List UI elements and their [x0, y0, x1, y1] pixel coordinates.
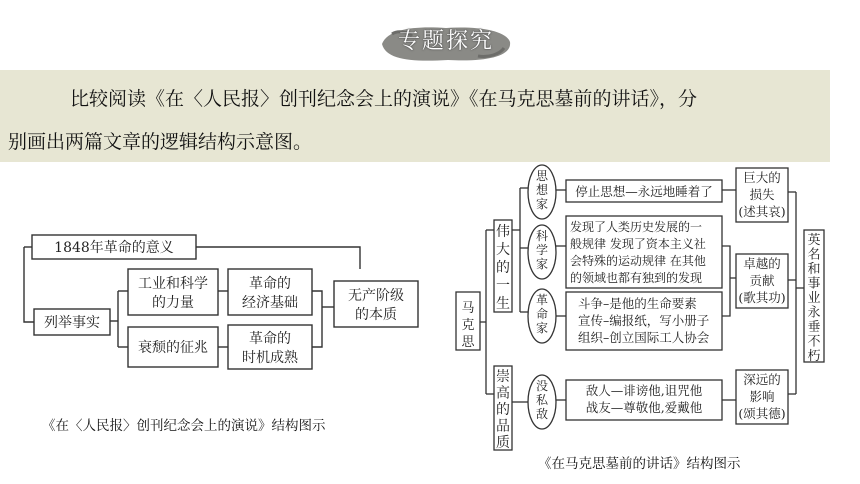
noble-quality-label-char: 质: [496, 435, 510, 451]
right-diagram-caption: 《在马克思墓前的讲话》结构图示: [538, 456, 741, 472]
label-list-facts: 列举事实: [44, 315, 100, 331]
eval-loss-line: (述其哀): [738, 204, 786, 219]
desc-selfless-line: 敌人—诽谤他,诅咒他: [585, 383, 703, 398]
scientist-label-char: 科: [535, 229, 549, 243]
noble-quality-label-char: 崇: [496, 369, 510, 385]
scientist-label-char: 学: [535, 243, 549, 257]
great-life-label-char: 伟: [496, 224, 510, 240]
eval-influence-line: 深远的: [743, 372, 781, 387]
label-economic-line1: 革命的: [249, 276, 291, 292]
revolutionary-label-char: 革: [535, 293, 549, 307]
desc-scientist-line: 的领域也都有独到的发现: [570, 271, 703, 285]
eval-loss-line: 巨大的: [743, 170, 781, 185]
conclusion-label-char: 垂: [807, 320, 821, 335]
label-industry-line2: 的力量: [152, 295, 194, 311]
label-1848-significance: 1848年革命的意义: [54, 240, 174, 256]
desc-revolutionary-line: 斗争–是他的生命要素: [578, 296, 697, 311]
eval-loss-line: 损失: [749, 187, 775, 202]
desc-scientist-line: 发现了人类历史发展的一: [570, 220, 703, 234]
desc-selfless-line: 战友—尊敬他,爱戴他: [585, 400, 703, 415]
conclusion-label-char: 不: [807, 334, 821, 350]
eval-contribution-line: 卓越的: [743, 256, 781, 271]
thinker-label-char: 思: [535, 169, 549, 183]
label-industry-line1: 工业和科学: [138, 276, 208, 292]
great-life-label-char: 的: [496, 260, 510, 276]
label-proletariat-line1: 无产阶级: [348, 288, 404, 304]
desc-scientist-line: 般规律 发现了资本主义社: [570, 237, 706, 251]
left-structure-diagram: [0, 225, 450, 375]
noble-quality-label-char: 的: [496, 402, 510, 418]
conclusion-label-char: 事: [807, 276, 821, 292]
conclusion-label-char: 英: [807, 233, 821, 248]
revolutionary-label-char: 命: [535, 307, 549, 321]
marx-label-char: 思: [461, 335, 475, 350]
thinker-label-char: 想: [535, 183, 549, 197]
marx-label-char: 克: [461, 318, 475, 333]
eval-contribution-line: (歌其功): [738, 290, 786, 305]
label-timing-line2: 时机成熟: [242, 350, 298, 366]
revolutionary-label-char: 家: [535, 321, 549, 335]
desc-thinker: 停止思想—永远地睡着了: [575, 184, 713, 199]
selfless-label-char: 敌: [535, 407, 549, 421]
conclusion-label-char: 朽: [807, 349, 821, 364]
conclusion-label-char: 和: [807, 262, 821, 277]
label-decline-signs: 衰颓的征兆: [138, 340, 208, 356]
conclusion-label-char: 永: [807, 305, 821, 321]
label-proletariat-line2: 的本质: [355, 307, 397, 323]
prompt-line-2: 别画出两篇文章的逻辑结构示意图。: [8, 131, 313, 153]
noble-quality-label-char: 高: [496, 385, 510, 402]
desc-revolutionary-line: 组织–创立国际工人协会: [578, 330, 710, 345]
great-life-label-char: 一: [496, 278, 510, 294]
noble-quality-label-char: 品: [496, 418, 510, 435]
selfless-label-char: 私: [535, 393, 549, 407]
great-life-label-char: 生: [496, 296, 510, 312]
conclusion-label-char: 业: [807, 291, 821, 306]
eval-influence-line: (颂其德): [738, 406, 786, 421]
conclusion-label-char: 名: [807, 247, 821, 263]
right-structure-diagram: [450, 162, 860, 452]
selfless-label-char: 没: [535, 379, 549, 393]
desc-scientist-line: 会特殊的运动规律 在其他: [570, 254, 706, 268]
scientist-label-char: 家: [535, 257, 549, 271]
label-economic-line2: 经济基础: [242, 295, 298, 311]
eval-influence-line: 影响: [749, 389, 775, 404]
thinker-label-char: 家: [535, 197, 549, 211]
eval-contribution-line: 贡献: [749, 273, 775, 288]
marx-label-char: 马: [461, 301, 475, 316]
desc-revolutionary-line: 宣传–编报纸，写小册子: [578, 313, 710, 328]
label-timing-line1: 革命的: [249, 331, 291, 347]
great-life-label-char: 大: [496, 242, 510, 258]
prompt-line-1: 比较阅读《在〈人民报〉创刊纪念会上的演说》《在马克思墓前的讲话》，分: [70, 88, 698, 110]
section-title: 专题探究: [397, 29, 494, 54]
left-diagram-caption: 《在〈人民报〉创刊纪念会上的演说》结构图示: [42, 418, 326, 434]
